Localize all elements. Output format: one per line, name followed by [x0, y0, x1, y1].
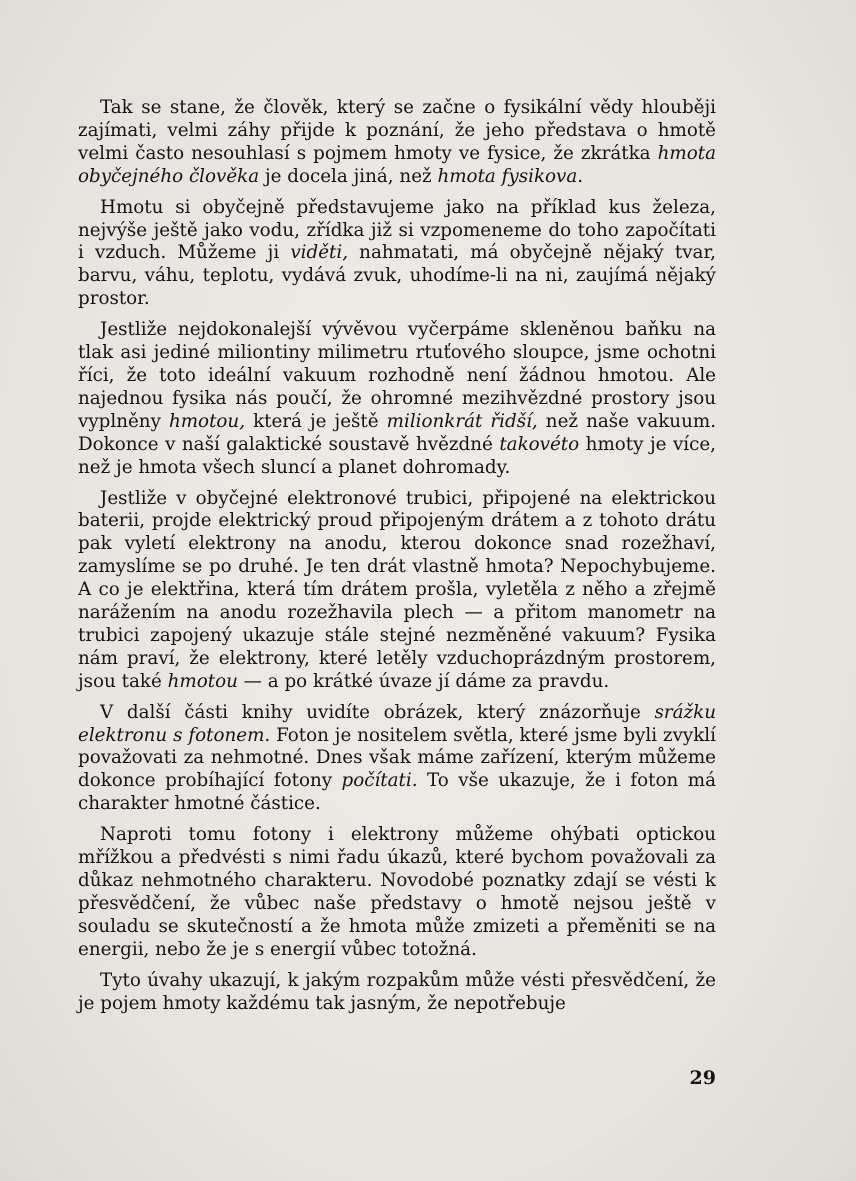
emphasis-text: viděti,: [290, 242, 349, 264]
page-number: 29: [689, 1067, 716, 1089]
text-run: než naše vakuum. Dokonce v naší galaktické soustavě hvězdné: [78, 410, 717, 455]
text-run: Foton je nositelem světla, které jsme byli zvyklí považovati za nehmotné. Dnes však máme zařízení, kterým můžeme dokonce probíhající fotony: [78, 724, 716, 792]
text-run: nahmatati, má obyčejně nějaký tvar, barvu, váhu, teplotu, vydává zvuk, uhodíme-li na ni, zaujímá nějaký prostor.: [78, 242, 716, 310]
emphasis-text: hmotou,: [168, 410, 246, 432]
text-run: Naproti tomu fotony i elektrony můžeme ohýbati optickou mřížkou a předvésti s nimi řadu úkazů, které bychom považovali za důkaz nehmotného charakteru. Novodobé poznatky zdají se vésti k přesvědčení, že vůbec naše představy o hmotě nejsou ještě v souladu se skutečností a že hmota může zmizeti a přeměniti se na energii, nebo že je s energií vůbec totožná.: [78, 824, 716, 960]
emphasis-text: hmotou: [167, 670, 238, 692]
paragraph: [78, 197, 716, 312]
emphasis-text: počítati.: [341, 770, 418, 792]
paragraph: [78, 824, 716, 961]
emphasis-text: hmota obyčejného člověka: [78, 142, 716, 187]
paragraph: [78, 97, 716, 189]
text-run: Tyto úvahy ukazují, k jakým rozpakům může vésti přesvědčení, že je pojem hmoty každému tak jasným, že nepotřebuje: [78, 969, 716, 1014]
emphasis-text: milionkrát řidší,: [386, 410, 538, 432]
text-run: V další části knihy uvidíte obrázek, který znázorňuje: [100, 701, 655, 723]
text-run: hmoty je více, než je hmota všech sluncí a planet dohromady.: [78, 433, 716, 478]
body-text: [78, 97, 716, 1015]
paragraph: [78, 970, 716, 1016]
text-run: Tak se stane, že člověk, který se začne o fysikální vědy hlouběji zajímati, velmi záhy přijde k poznání, že jeho představa o hmotě velmi často nesouhlasí s pojmem hmoty ve fysice, že zkrátka: [78, 97, 716, 164]
text-run: Hmotu si obyčejně představujeme jako na příklad kus železa, nejvýše ještě jako vodu, zřídka již si vzpomeneme do toho započítati i vzduch. Můžeme ji: [78, 196, 716, 264]
text-run: která je ještě: [245, 410, 387, 432]
paragraph: [78, 319, 716, 479]
paragraph: [78, 488, 716, 694]
paragraph: [78, 702, 716, 817]
emphasis-text: srážku elektronu s fotonem.: [78, 701, 716, 746]
text-run: — a po krátké úvaze jí dáme za pravdu.: [237, 670, 610, 692]
text-run: Jestliže nejdokonalejší vývěvou vyčerpáme skleněnou baňku na tlak asi jediné miliontiny milimetru rtuťového sloupce, jsme ochotni říci, že toto ideální vakuum rozhodně není žádnou hmotou. Ale najednou fysika nás poučí, že ohromné mezihvězdné prostory jsou vyplněny: [78, 319, 716, 432]
emphasis-text: takovéto: [499, 433, 580, 455]
text-run: To vše ukazuje, že i foton má charakter hmotné částice.: [78, 770, 716, 815]
emphasis-text: hmota fysikova.: [437, 165, 584, 187]
text-run: je docela jiná, než: [259, 165, 438, 187]
text-run: Jestliže v obyčejné elektronové trubici, připojené na elektrickou baterii, projde elektrický proud připojeným drátem a z tohoto drátu pak vyletí elektrony na anodu, kterou dokonce snad rozežhaví, zamyslíme se po druhé. Je ten drát vlastně hmota? Nepochybujeme. A co je elektřina, která tím drátem prošla, vyletěla z něho a zřejmě narážením na anodu rozežhavila plech — a přitom manometr na trubici zapojený ukazuje stále stejné nezměněné vakuum? Fysika nám praví, že elektrony, které letěly vzduchoprázdným prostorem, jsou také: [78, 487, 716, 692]
